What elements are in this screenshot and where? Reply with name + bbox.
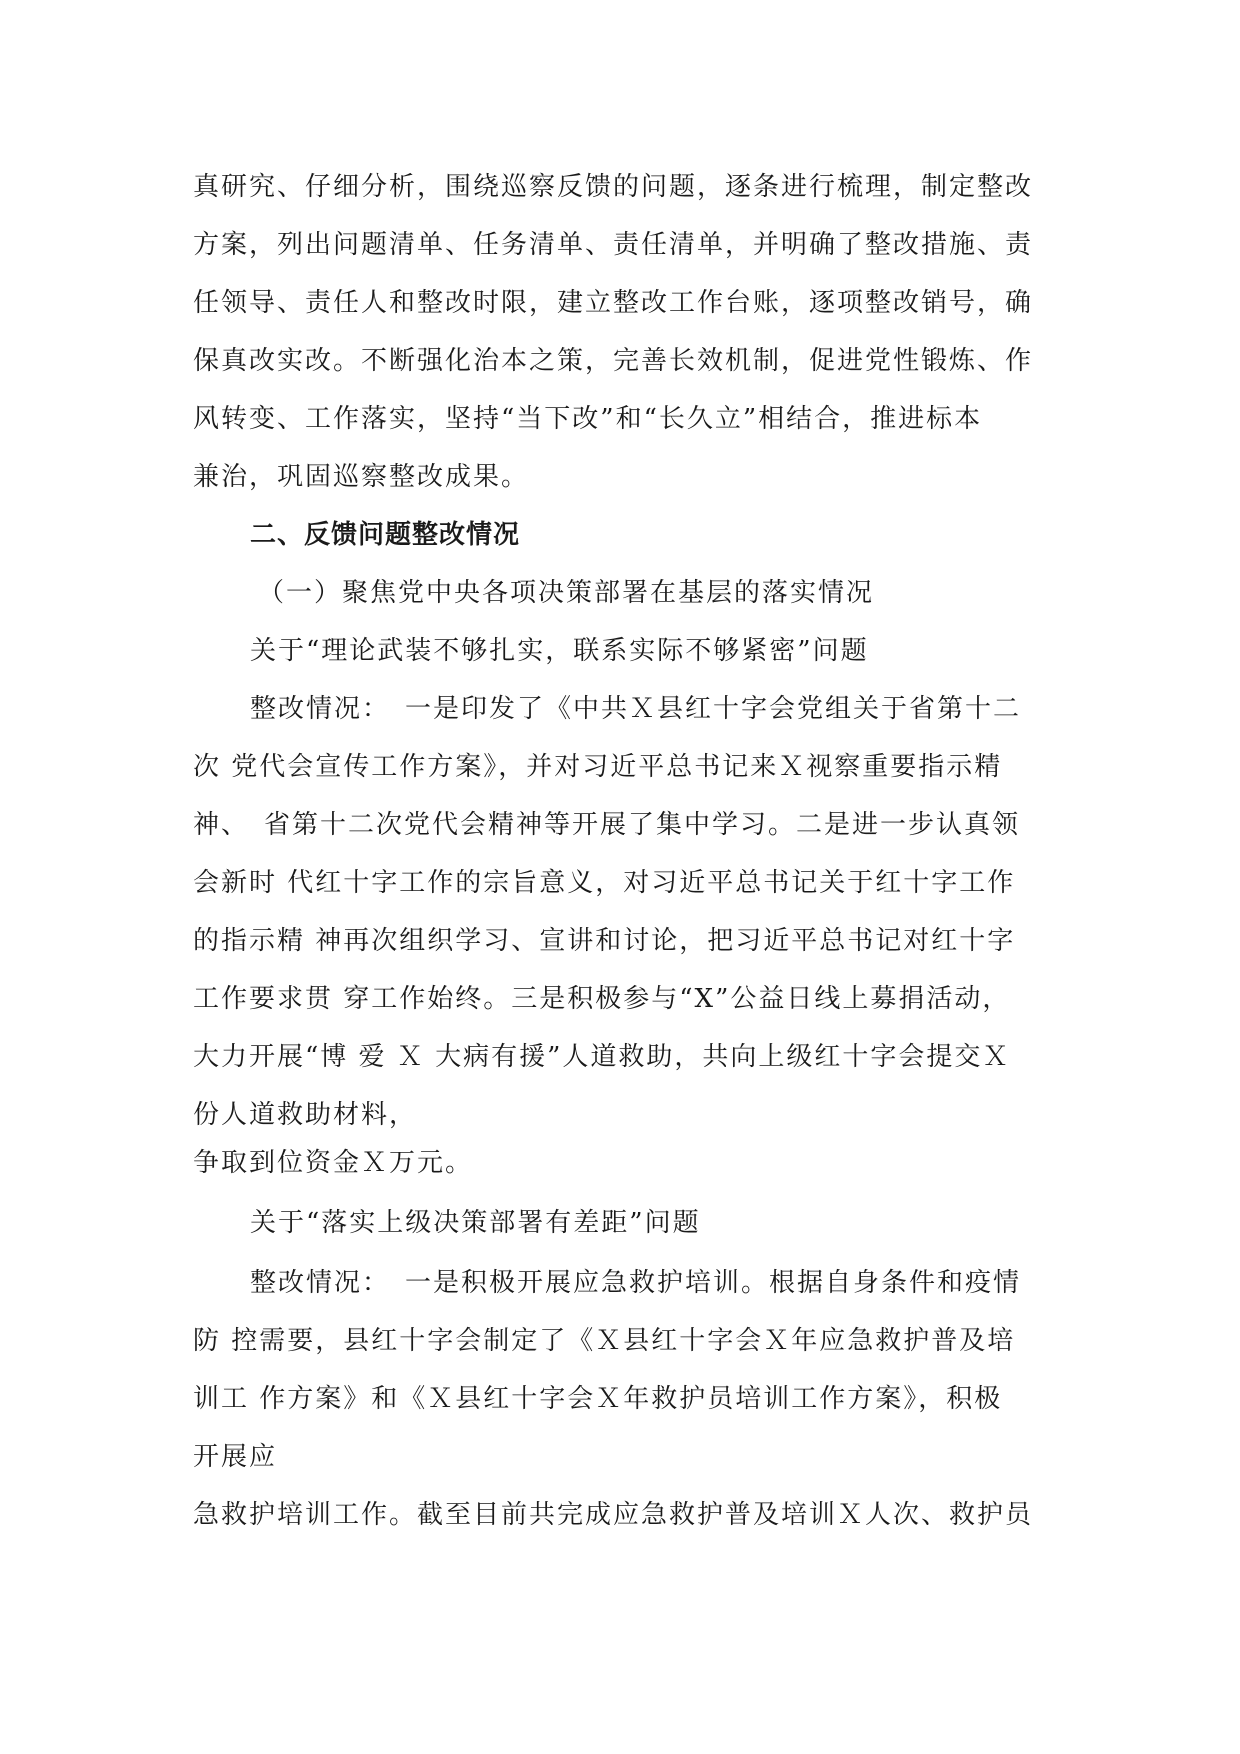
paragraph-line: 风转变、工作落实，坚持“当下改”和“长久立”相结合，推进标本 [193, 404, 983, 434]
paragraph-line: 保真改实改。不断强化治本之策，完善长效机制，促进党性锻炼、作 [193, 346, 1034, 376]
paragraph-line: 份人道救助材料， [193, 1100, 418, 1130]
paragraph-line: 兼治，巩固巡察整改成果。 [193, 462, 530, 492]
paragraph-line: 训工 作方案》和《Ｘ县红十字会Ｘ年救护员培训工作方案》，积极 [193, 1384, 1003, 1414]
paragraph-line: 任领导、责任人和整改时限，建立整改工作台账，逐项整改销号，确 [193, 288, 1034, 318]
paragraph-line: 的指示精 神再次组织学习、宣讲和讨论，把习近平总书记对红十字 [193, 926, 1016, 956]
paragraph-line: 真研究、仔细分析，围绕巡察反馈的问题，逐条进行梳理，制定整改 [193, 172, 1034, 202]
paragraph-line: 工作要求贯 穿工作始终。三是积极参与“X”公益日线上募捐活动， [193, 984, 1011, 1014]
paragraph-line: 争取到位资金Ｘ万元。 [193, 1148, 474, 1178]
issue-title: 关于“理论武装不够扎实，联系实际不够紧密”问题 [250, 636, 869, 666]
paragraph-line: 整改情况： 一是积极开展应急救护培训。根据自身条件和疫情 [250, 1268, 1022, 1298]
paragraph-line: 急救护培训工作。截至目前共完成应急救护普及培训Ｘ人次、救护员 [193, 1500, 1034, 1530]
paragraph-line: 神、 省第十二次党代会精神等开展了集中学习。二是进一步认真领 [193, 810, 1021, 840]
subsection-heading: （一）聚焦党中央各项决策部署在基层的落实情况 [258, 578, 875, 608]
paragraph-line: 开展应 [193, 1442, 278, 1472]
paragraph-line: 整改情况： 一是印发了《中共Ｘ县红十字会党组关于省第十二 [250, 694, 1022, 724]
paragraph-line: 次 党代会宣传工作方案》，并对习近平总书记来Ｘ视察重要指示精 [193, 752, 1003, 782]
paragraph-line: 大力开展“博 爱 Ｘ 大病有援”人道救助，共向上级红十字会提交Ｘ [193, 1042, 1011, 1072]
issue-title: 关于“落实上级决策部署有差距”问题 [250, 1208, 701, 1238]
paragraph-line: 方案，列出问题清单、任务清单、责任清单，并明确了整改措施、责 [193, 230, 1034, 260]
paragraph-line: 防 控需要，县红十字会制定了《Ｘ县红十字会Ｘ年应急救护普及培 [193, 1326, 1016, 1356]
paragraph-line: 会新时 代红十字工作的宗旨意义，对习近平总书记关于红十字工作 [193, 868, 1016, 898]
section-heading: 二、反馈问题整改情况 [250, 520, 521, 550]
